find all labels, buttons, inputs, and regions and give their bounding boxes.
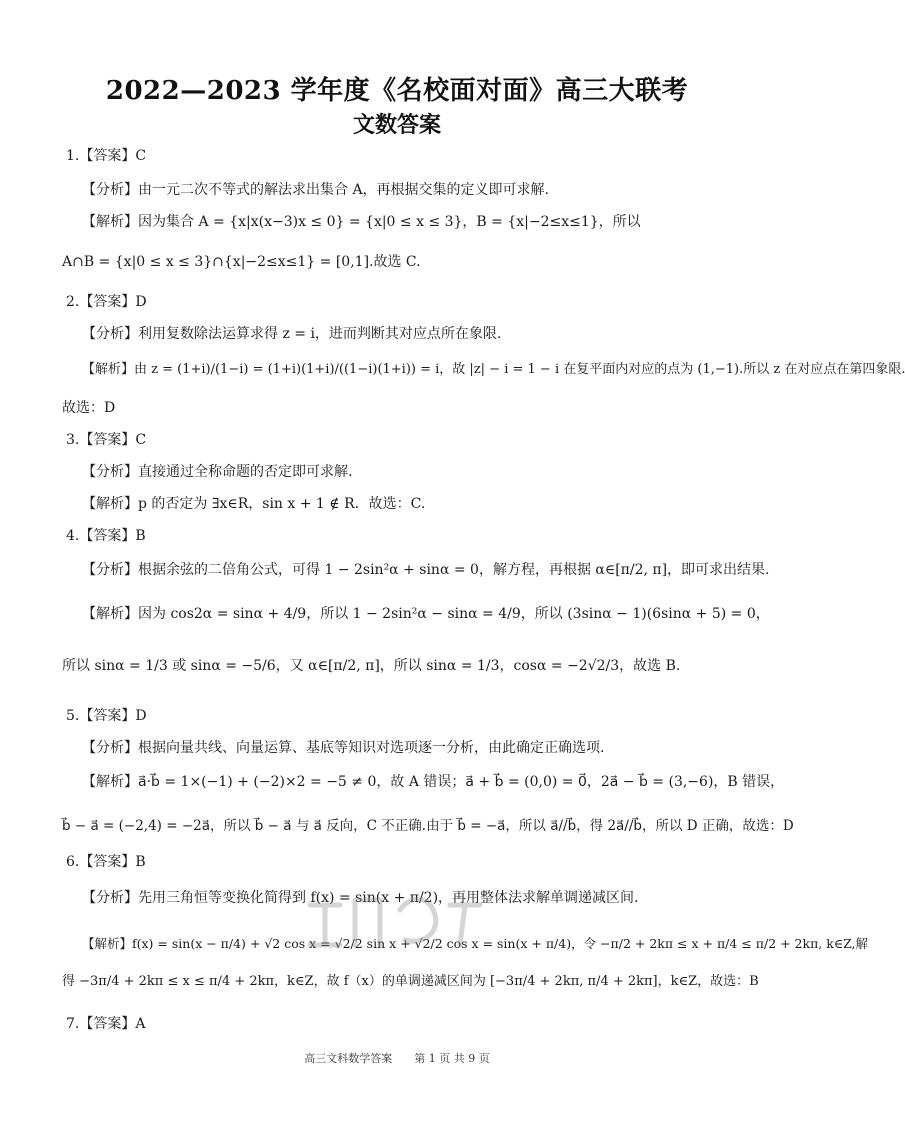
page-footer: 高三文科数学答案 第 1 页 共 9 页 [304, 1052, 490, 1065]
q6-solution-line1: 【解析】f(x) = sin(x − π/4) + √2 cos x = √2/2 sin x + √2/2 cos x = sin(x + π/4)，令 −π/2 + 2kπ ≤ x + π/4 ≤ π/2 + 2kπ, k∈Z,解 [82, 936, 869, 951]
q4-analysis: 【分析】根据余弦的二倍角公式，可得 1 − 2sin²α + sinα = 0，解方程，再根据 α∈[π/2, π]，即可求出结果. [82, 562, 770, 578]
q4-solution-line1: 【解析】因为 cos2α = sinα + 4/9，所以 1 − 2sin²α − sinα = 4/9，所以 (3sinα − 1)(6sinα + 5) = 0， [82, 606, 770, 622]
q3-solution-line1: 【解析】p 的否定为 ∃x∈R，sin x + 1 ∉ R．故选：C. [82, 496, 426, 512]
q3-answer: 3.【答案】C [66, 432, 147, 448]
q3-analysis: 【分析】直接通过全称命题的否定即可求解. [82, 464, 353, 480]
q2-solution-line1: 【解析】由 z = (1+i)/(1−i) = (1+i)(1+i)/((1−i)(1+i)) = i，故 |z| − i = 1 − i 在复平面内对应的点为 (1,−1).所以 z 在对应点在第四象限. [82, 362, 905, 377]
q1-analysis: 【分析】由一元二次不等式的解法求出集合 A，再根据交集的定义即可求解. [82, 182, 550, 198]
q2-solution-line2: 故选：D [62, 400, 116, 416]
q2-answer: 2.【答案】D [66, 294, 147, 310]
q1-answer: 1.【答案】C [66, 148, 147, 164]
q7-answer: 7.【答案】A [66, 1016, 146, 1032]
q2-analysis: 【分析】利用复数除法运算求得 z = i，进而判断其对应点所在象限. [82, 326, 502, 342]
q5-analysis: 【分析】根据向量共线、向量运算、基底等知识对选项逐一分析，由此确定正确选项. [82, 740, 605, 756]
watermark-logo [300, 885, 490, 955]
q6-analysis: 【分析】先用三角恒等变换化简得到 f(x) = sin(x + π/2)，再用整体法求解单调递减区间. [82, 890, 639, 906]
q5-solution-line2: b⃗ − a⃗ = (−2,4) = −2a⃗，所以 b⃗ − a⃗ 与 a⃗ 反向，C 不正确.由于 b⃗ = −a⃗，所以 a⃗//b⃗，得 2a⃗//b⃗，所以 D 正确，故选：D [62, 818, 794, 834]
document-title: 2022—2023 学年度《名校面对面》高三大联考 [105, 76, 689, 106]
q1-solution-line2: A∩B = {x|0 ≤ x ≤ 3}∩{x|−2≤x≤1} = [0,1].故选 C. [62, 254, 421, 270]
q5-answer: 5.【答案】D [66, 708, 147, 724]
q6-answer: 6.【答案】B [66, 854, 146, 870]
q1-solution-line1: 【解析】因为集合 A = {x|x(x−3)x ≤ 0} = {x|0 ≤ x ≤ 3}，B = {x|−2≤x≤1}，所以 [82, 214, 641, 230]
q6-solution-line2: 得 −3π/4 + 2kπ ≤ x ≤ π/4 + 2kπ，k∈Z，故 f（x）的单调递减区间为 [−3π/4 + 2kπ, π/4 + 2kπ]，k∈Z，故选：B [62, 974, 759, 989]
q5-solution-line1: 【解析】a⃗·b⃗ = 1×(−1) + (−2)×2 = −5 ≠ 0，故 A 错误；a⃗ + b⃗ = (0,0) = 0⃗，2a⃗ − b⃗ = (3,−6)，B 错误， [82, 774, 785, 790]
q4-solution-line2: 所以 sinα = 1/3 或 sinα = −5/6，又 α∈[π/2, π]，所以 sinα = 1/3，cosα = −2√2/3，故选 B. [62, 658, 681, 674]
q4-answer: 4.【答案】B [66, 528, 146, 544]
document-subtitle: 文数答案 [352, 112, 441, 138]
